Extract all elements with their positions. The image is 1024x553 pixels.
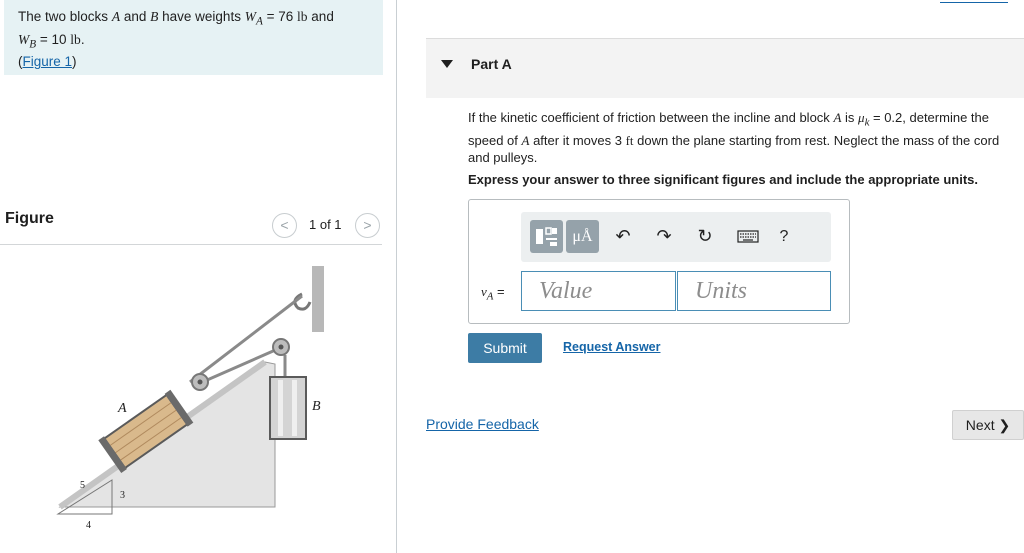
label-b: B	[312, 399, 321, 414]
units-input[interactable]: Units	[677, 271, 831, 311]
reset-button[interactable]: ↻	[697, 226, 713, 246]
redo-button[interactable]: ↷	[656, 226, 672, 246]
next-figure-button[interactable]: >	[355, 213, 380, 238]
problem-statement: The two blocks A and B have weights $W_A = 76$ lb and $W_B = 10$ lb. (Figure 1)	[4, 0, 383, 75]
templates-button[interactable]	[530, 220, 563, 253]
left-panel	[0, 0, 397, 553]
figure-count: 1 of 1	[309, 217, 342, 232]
slope-label-4: 4	[86, 520, 91, 531]
figure-link[interactable]: Figure 1	[22, 54, 73, 70]
slope-label-3: 3	[120, 490, 125, 501]
figure-title: Figure	[5, 210, 54, 227]
submit-button[interactable]: Submit	[468, 333, 542, 363]
answer-instruction: Express your answer to three significant figures and include the appropriate units.	[468, 172, 978, 187]
request-answer-link[interactable]: Request Answer	[563, 340, 661, 354]
prev-figure-button[interactable]: <	[272, 213, 297, 238]
templates-icon	[530, 220, 563, 253]
pulley-diagram	[40, 262, 340, 532]
review-link-fragment[interactable]	[940, 0, 1008, 3]
figure-header	[0, 205, 382, 245]
keyboard-button[interactable]	[735, 220, 761, 253]
block-b	[270, 377, 306, 439]
value-input[interactable]: Value	[521, 271, 676, 311]
help-button[interactable]: ?	[779, 228, 789, 245]
slope-label-5: 5	[80, 480, 85, 491]
provide-feedback-link[interactable]: Provide Feedback	[426, 416, 539, 432]
label-a: A	[118, 401, 127, 416]
next-button[interactable]: Next ❯	[952, 410, 1024, 440]
math-toolbar	[521, 212, 831, 262]
answer-variable: $v_A$ =	[481, 284, 505, 303]
part-title: Part A	[471, 56, 512, 72]
keyboard-icon	[736, 220, 760, 253]
collapse-caret-icon[interactable]	[441, 60, 453, 68]
question-text: If the kinetic coefficient of friction between the incline and block A is $\mu_k = 0.2$, determine the speed of A after it moves 3 ft down the plane starting from rest. Neglect the mass of the cord and pulleys.	[468, 110, 1000, 165]
units-button[interactable]: μÅ	[566, 220, 599, 253]
undo-button[interactable]: ↶	[615, 226, 631, 246]
wall	[312, 266, 324, 332]
answer-box	[468, 199, 850, 324]
part-header[interactable]	[426, 38, 1024, 98]
